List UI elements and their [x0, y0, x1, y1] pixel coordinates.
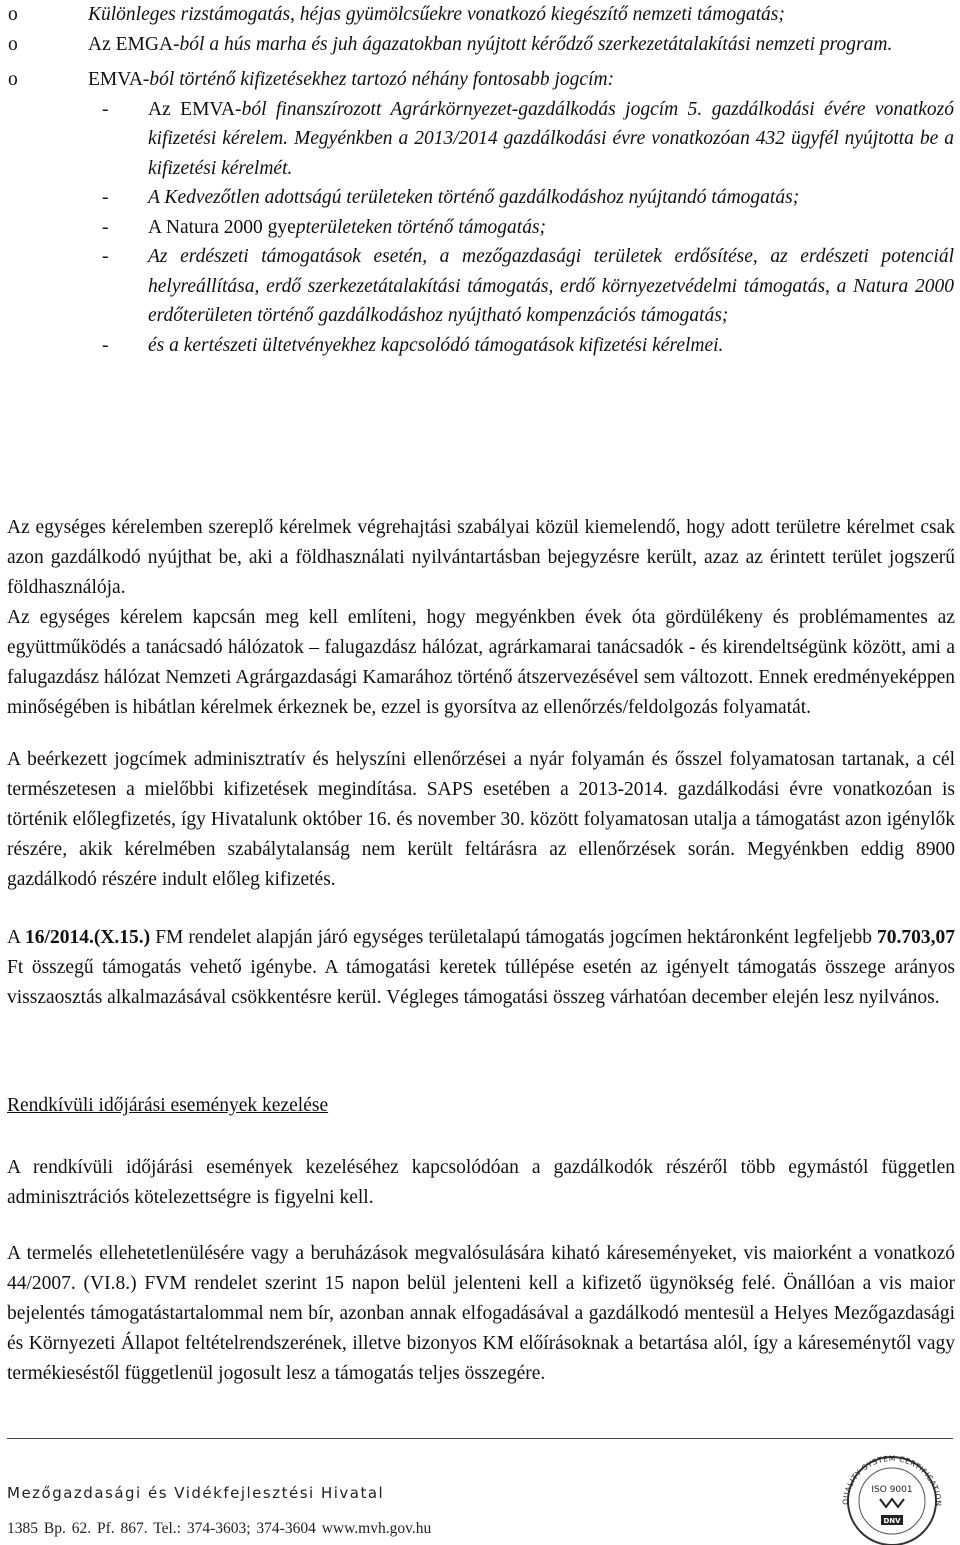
sub-text-upright: Az EMVA- [148, 98, 242, 120]
sub-text: pterületeken történő támogatás; [295, 216, 547, 238]
regulation-number: 16/2014.(X.15.) [25, 927, 151, 948]
sub-item [102, 242, 954, 331]
sub-text-upright: A Natura 2000 gye [148, 216, 296, 238]
bullet-item [8, 30, 954, 60]
paragraph: A beérkezett jogcímek adminisztratív és helyszíni ellenőrzései a nyár folyamán és ősszel folyamatosan tartanak, a cél természetesen a mielőbbi kifizetések megindítása. SAPS esetében a 2013-2014. gazdálkodási évre vonatkozóan is történik előlegfizetés, így Hivatalunk október 16. és november 30. között folyamatosan utalja a támogatást azon igénylők részére, akik kérelmében szabálytalanság nem került feltárásra az ellenőrzések során. Megyénkben eddig 8900 gazdálkodó részére indult előleg kifizetés. [7, 749, 955, 890]
bullet-marker: o [8, 33, 18, 55]
paragraph: Az egységes kérelem kapcsán meg kell említeni, hogy megyénkben évek óta gördülékeny és problémamentes az együttműködés a tanácsadó hálózatok – falugazdász hálózat, agrárkamarai tanácsadók - és kirendeltségünk között, ami a falugazdász hálózat Nemzeti Agrárgazdasági Kamarához történő átszervezésével sem változott. Ennek eredményeképpen minőségében is hibátlan kérelmek érkeznek be, ezzel is gyorsítva az ellenőrzés/feldolgozás folyamatát. [7, 607, 955, 718]
section-heading: Rendkívüli időjárási események kezelése [7, 1095, 329, 1116]
dash-marker: - [102, 187, 109, 208]
seal-emblem-icon [880, 1499, 904, 1507]
paragraph [7, 923, 955, 1013]
bullet-text: Különleges rizstámogatás, héjas gyümölcsűekre vonatkozó kiegészítő nemzeti támogatás; [88, 4, 785, 25]
sub-text: Az erdészeti támogatások esetén, a mezőgazdasági területek erdősítése, az erdészeti potenciál helyreállítása, erdő szerkezetátalakítási támogatás, erdő környezetvédelmi támogatás, a Natura 2000 erdőterületen történő gazdálkodáshoz nyújtható kompenzációs támogatás; [148, 246, 954, 326]
sub-item [102, 213, 954, 243]
bullet-text: ból történő kifizetésekhez tartozó néhány fontosabb jogcím: [149, 69, 615, 90]
paragraph: A rendkívüli időjárási események kezeléséhez kapcsolódóan a gazdálkodók részéről több egymástól független adminisztrációs kötelezettségre is figyelni kell. [7, 1157, 955, 1208]
footer-divider [7, 1438, 953, 1439]
bullet-text-upright: EMVA- [88, 69, 150, 90]
bullet-text-upright: Az EMGA- [88, 33, 180, 55]
bullet-text: ból a hús marha és juh ágazatokban nyújtott kérődző szerkezetátalakítási nemzeti program. [179, 33, 893, 55]
paragraph-text: Ft összegű támogatás vehető igénybe. A támogatási keretek túllépése esetén az igényelt támogatás összege arányos visszaosztás alkalmazásával csökkentésre kerül. Végleges támogatási összeg várhatóan december elején lesz nyilvános. [7, 956, 955, 1008]
amount-value: 70.703,07 [877, 927, 955, 948]
bullet-list [8, 0, 954, 360]
bullet-marker: o [8, 4, 18, 25]
footer-contact: 1385 Bp. 62. Pf. 867. Tel.: 374-3603; 374-3604 www.mvh.gov.hu [7, 1520, 432, 1537]
paragraph: Az egységes kérelemben szereplő kérelmek végrehajtási szabályai közül kiemelendő, hogy adott területre kérelmet csak azon gazdálkodó nyújthat be, aki a földhasználati nyilvántartásban bejegyzésre került, azaz az érintett terület jogszerű földhasználója. [7, 517, 955, 598]
dash-marker: - [102, 98, 109, 120]
paragraph-text: FM rendelet alapján járó egységes területalapú támogatás jogcímen hektáronként legfeljebb [150, 927, 877, 948]
bullet-marker: o [8, 69, 18, 90]
dash-marker: - [102, 246, 109, 267]
sub-text: ból finanszírozott Agrárkörnyezet-gazdálkodás jogcím 5. gazdálkodási évére vonatkozó kifizetési kérelem. Megyénkben a 2013/2014 gazdálkodási évre vonatkozóan 432 ügyfél nyújtotta be a kifizetési kérelmét. [148, 98, 955, 179]
bullet-item [8, 0, 954, 30]
footer-organization: Mezőgazdasági és Vidékfejlesztési Hivatal [7, 1484, 385, 1502]
seal-iso-text: ISO 9001 [871, 1485, 913, 1495]
sub-item [102, 183, 954, 213]
paragraph-text: A [7, 927, 26, 948]
paragraph: A termelés ellehetetlenülésére vagy a beruházások megvalósulására kiható káreseményeket, vis maiorként a vonatkozó 44/2007. (VI.8.) FVM rendelet szerint 15 napon belül jelenteni kell a kifizető ügynökség felé. Önállóan a vis maior bejelentés támogatástartalommal nem bír, azonban annak elfogadásával a gazdálkodó mentesül a Helyes Mezőgazdasági és Környezeti Állapot feltételrendszerének, illetve bizonyos KM előírásoknak a betartása alól, így a káreseménytől vagy termékieséstől függetlenül jogosult lesz a támogatás teljes összegére. [7, 1243, 955, 1384]
certification-seal-icon [832, 1435, 952, 1545]
dash-marker: - [102, 334, 109, 356]
sub-text: és a kertészeti ültetvényekhez kapcsolódó támogatások kifizetési kérelmei. [148, 334, 724, 356]
sub-item [102, 331, 954, 361]
sub-item [102, 95, 954, 184]
bullet-item [8, 65, 954, 95]
sub-text: A Kedvezőtlen adottságú területeken történő gazdálkodáshoz nyújtandó támogatás; [148, 187, 800, 208]
dash-marker: - [102, 216, 109, 238]
seal-top-text: QUALITY SYSTEM CERTIFICATION [840, 1453, 944, 1507]
seal-bottom-text: DNV [883, 1517, 901, 1525]
